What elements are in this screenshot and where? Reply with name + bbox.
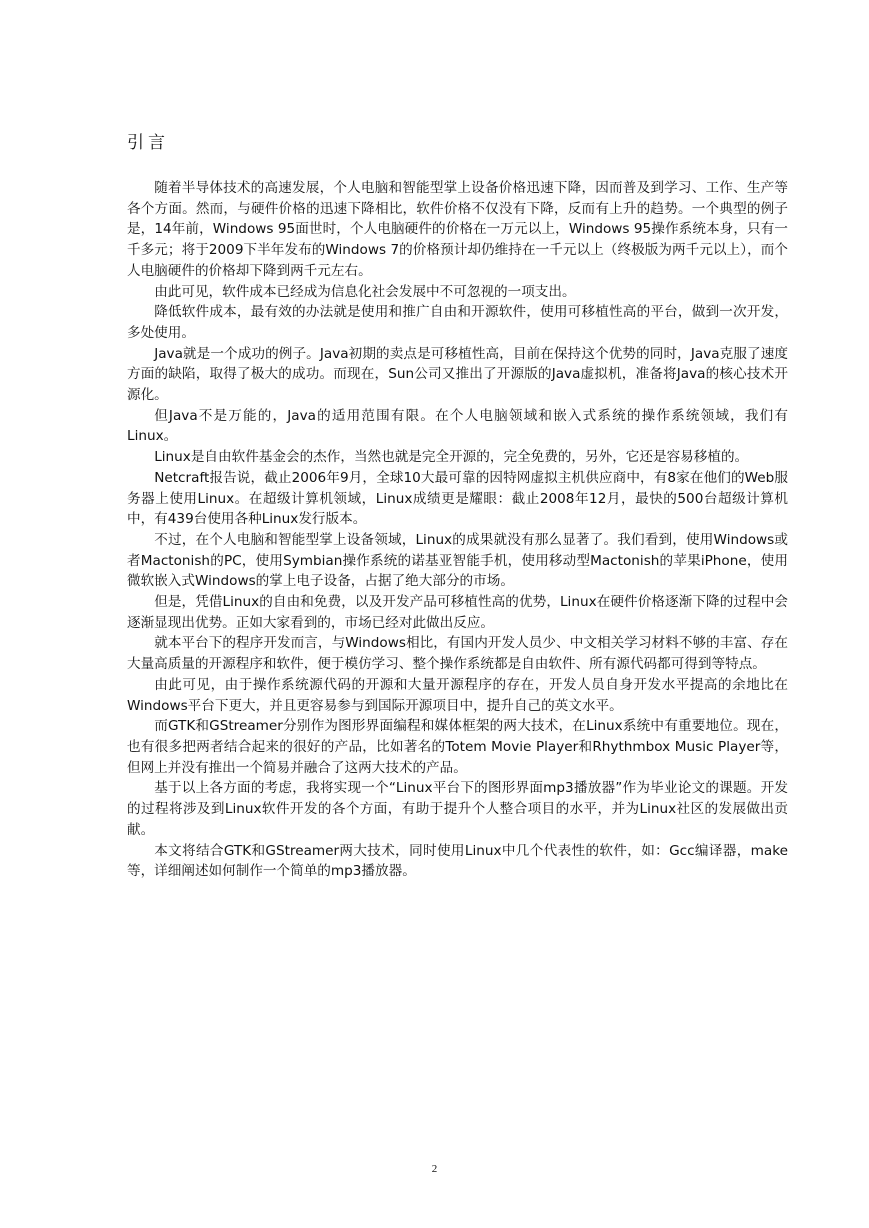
paragraph: 就本平台下的程序开发而言，与Windows相比，有国内开发人员少、中文相关学习材料不够的丰富、存在大量高质量的开源程序和软件，便于模仿学习、整个操作系统都是自由软件、所有源代码都可得到等特点。 bbox=[127, 635, 788, 673]
paragraph: 基于以上各方面的考虑，我将实现一个“Linux平台下的图形界面mp3播放器”作为毕业论文的课题。开发的过程将涉及到Linux软件开发的各个方面，有助于提升个人整合项目的水平，并为Linux社区的发展做出贡献。 bbox=[127, 780, 788, 838]
paragraph: Java就是一个成功的例子。Java初期的卖点是可移植性高，目前在保持这个优势的同时，Java克服了速度方面的缺陷，取得了极大的成功。而现在，Sun公司又推出了开源版的Java虚拟机，准备将Java的核心技术开源化。 bbox=[127, 345, 788, 404]
section-heading: 引言 bbox=[127, 133, 169, 153]
paragraph: 但Java不是万能的，Java的适用范围有限。在个人电脑领域和嵌入式系统的操作系统领域，我们有Linux。 bbox=[127, 407, 788, 445]
body-text bbox=[127, 178, 788, 882]
paragraph: Linux是自由软件基金会的杰作，当然也就是完全开源的，完全免费的，另外，它还是容易移植的。 bbox=[154, 449, 749, 466]
paragraph: 但是，凭借Linux的自由和免费，以及开发产品可移植性高的优势，Linux在硬件价格逐渐下降的过程中会逐渐显现出优势。正如大家看到的，市场已经对此做出反应。 bbox=[127, 594, 788, 631]
paragraph: 随着半导体技术的高速发展，个人电脑和智能型掌上设备价格迅速下降，因而普及到学习、工作、生产等各个方面。然而，与硬件价格的迅速下降相比，软件价格不仅没有下降，反而有上升的趋势。一个典型的例子是，14年前，Windows 95面世时，个人电脑硬件的价格在一万元以上，Windows 95操作系统本身，只有一千多元；将于2009下半年发布的Windows 7的价格预计却仍维持在一千元以上（终极版为两千元以上），而个人电脑硬件的价格却下降到两千元左右。 bbox=[127, 180, 788, 279]
paragraph: 由此可见，由于操作系统源代码的开源和大量开源程序的存在，开发人员自身开发水平提高的余地比在Windows平台下更大，并且更容易参与到国际开源项目中，提升自己的英文水平。 bbox=[127, 676, 788, 714]
paragraph: 不过，在个人电脑和智能型掌上设备领域，Linux的成果就没有那么显著了。我们看到，使用Windows或者Mactonish的PC，使用Symbian操作系统的诺基亚智能手机，使用移动型Mactonish的苹果iPhone，使用微软嵌入式Windows的掌上电子设备，占据了绝大部分的市场。 bbox=[127, 531, 788, 590]
paragraph: Netcraft报告说，截止2006年9月，全球10大最可靠的因特网虚拟主机供应商中，有8家在他们的Web服务器上使用Linux。在超级计算机领域，Linux成绩更是耀眼：截止2008年12月，最快的500台超级计算机中，有439台使用各种Linux发行版本。 bbox=[127, 469, 788, 528]
page-number: 2 bbox=[431, 1163, 438, 1175]
paragraph: 降低软件成本，最有效的办法就是使用和推广自由和开源软件，使用可移植性高的平台，做到一次开发，多处使用。 bbox=[127, 304, 788, 341]
paragraph: 本文将结合GTK和GStreamer两大技术，同时使用Linux中几个代表性的软件，如：Gcc编译器，make等，详细阐述如何制作一个简单的mp3播放器。 bbox=[127, 842, 788, 880]
paragraph: 而GTK和GStreamer分别作为图形界面编程和媒体框架的两大技术，在Linux系统中有重要地位。现在，也有很多把两者结合起来的很好的产品，比如著名的Totem Movie Player和Rhythmbox Music Player等，但网上并没有推出一个简易并融合了这两大技术的产品。 bbox=[127, 718, 788, 776]
paragraph: 由此可见，软件成本已经成为信息化社会发展中不可忽视的一项支出。 bbox=[154, 283, 576, 300]
